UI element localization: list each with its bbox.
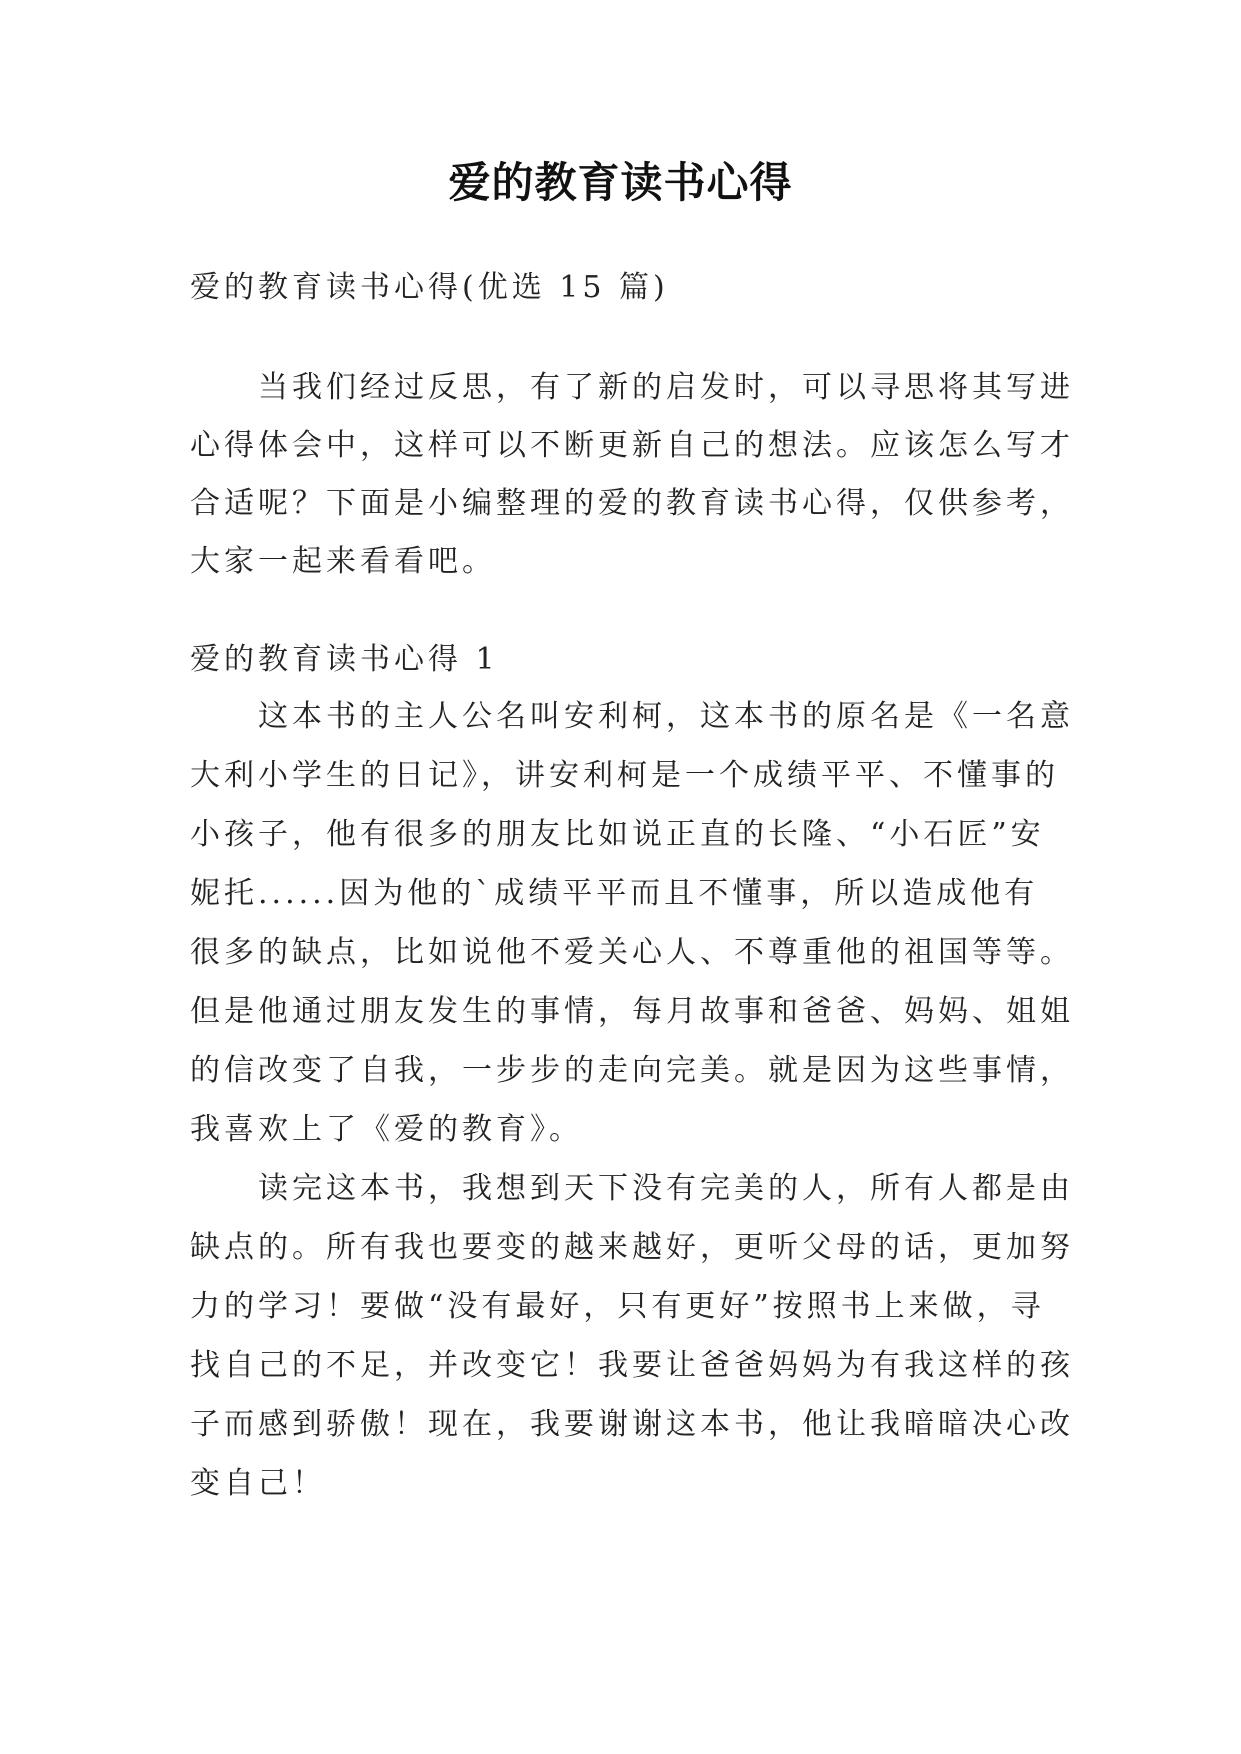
intro-line: 大家一起来看看吧。	[190, 544, 496, 579]
document-title: 爱的教育读书心得	[448, 158, 793, 207]
section-heading: 爱的教育读书心得 1	[190, 642, 499, 677]
body-line: 大利小学生的日记》，讲安利柯是一个成绩平平、不懂事的	[190, 758, 1059, 793]
body-line: 很多的缺点，比如说他不爱关心人、不尊重他的祖国等等。	[190, 935, 1074, 970]
body-line: 的信改变了自我，一步步的走向完美。就是因为这些事情，	[190, 1053, 1074, 1088]
body-line: 子而感到骄傲！现在，我要谢谢这本书，他让我暗暗决心改	[190, 1407, 1074, 1442]
body-line: 但是他通过朋友发生的事情，每月故事和爸爸、妈妈、姐姐	[190, 994, 1074, 1029]
body-line: 找自己的不足，并改变它！我要让爸爸妈妈为有我这样的孩	[190, 1348, 1074, 1383]
body-line: 我喜欢上了《爱的教育》。	[190, 1112, 583, 1147]
body-line: 变自己！	[190, 1466, 326, 1501]
document-subtitle: 爱的教育读书心得(优选 15 篇)	[190, 270, 669, 305]
body-line: 妮托......因为他的`成绩平平而且不懂事，所以造成他有	[190, 876, 1039, 911]
intro-line: 当我们经过反思，有了新的启发时，可以寻思将其写进	[190, 370, 1074, 405]
body-line: 这本书的主人公名叫安利柯，这本书的原名是《一名意	[190, 699, 1074, 734]
intro-line: 心得体会中，这样可以不断更新自己的想法。应该怎么写才	[190, 428, 1074, 463]
intro-line: 合适呢？下面是小编整理的爱的教育读书心得，仅供参考，	[190, 486, 1074, 521]
body-line: 小孩子，他有很多的朋友比如说正直的长隆、“小石匠”安	[190, 817, 1045, 852]
body-line: 读完这本书，我想到天下没有完美的人，所有人都是由	[190, 1171, 1074, 1206]
body-line: 缺点的。所有我也要变的越来越好，更听父母的话，更加努	[190, 1230, 1074, 1265]
body-line: 力的学习！要做“没有最好，只有更好”按照书上来做，寻	[190, 1289, 1045, 1324]
